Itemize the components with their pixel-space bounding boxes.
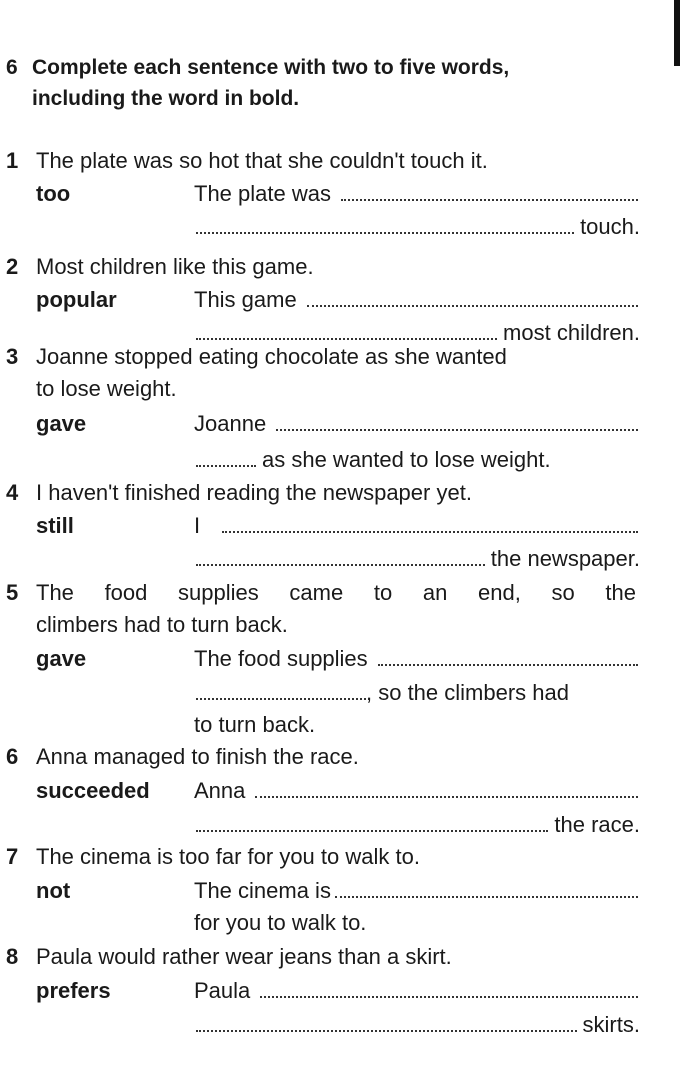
item-keyword: not: [36, 878, 71, 903]
item-number: 4: [6, 480, 19, 505]
rewrite-start: The plate was: [194, 181, 331, 206]
rewrite-start: Anna: [194, 778, 246, 803]
item-sentence: Most children like this game.: [36, 254, 314, 279]
answer-blank[interactable]: [196, 828, 548, 832]
item-sentence: Paula would rather wear jeans than a skirt.: [36, 944, 452, 969]
item-number: 1: [6, 148, 19, 173]
instruction-line-2: including the word in bold.: [32, 87, 300, 110]
item-number: 8: [6, 944, 19, 969]
rewrite-end: for you to walk to.: [194, 910, 367, 935]
rewrite-start: I: [194, 513, 201, 538]
answer-blank[interactable]: [196, 1028, 577, 1032]
item-sentence-line-1: Joanne stopped eating chocolate as she wanted: [36, 344, 507, 369]
rewrite-start: Joanne: [194, 411, 267, 436]
rewrite-start: The cinema is: [194, 878, 331, 903]
answer-blank[interactable]: [341, 197, 638, 201]
instruction-line-1: Complete each sentence with two to five words,: [32, 56, 510, 79]
item-sentence: The plate was so hot that she couldn't touch it.: [36, 148, 488, 173]
item-number: 3: [6, 344, 19, 369]
answer-blank[interactable]: [196, 463, 256, 467]
rewrite-end: , so the climbers had: [366, 680, 569, 705]
answer-blank[interactable]: [307, 303, 638, 307]
item-keyword: succeeded: [36, 778, 150, 803]
item-number: 6: [6, 744, 19, 769]
item-number: 7: [6, 844, 19, 869]
rewrite-line-3: to turn back.: [194, 712, 316, 737]
exercise-number: 6: [6, 56, 18, 79]
item-sentence-line-1: The food supplies came to an end, so the: [36, 580, 636, 605]
rewrite-end: skirts.: [582, 1012, 640, 1037]
item-sentence: Anna managed to finish the race.: [36, 744, 359, 769]
rewrite-end: touch.: [580, 214, 640, 239]
rewrite-end: the newspaper.: [490, 546, 640, 571]
answer-blank[interactable]: [222, 529, 638, 533]
answer-blank[interactable]: [196, 562, 485, 566]
rewrite-start: This game: [194, 287, 297, 312]
page-edge-bar: [674, 0, 680, 66]
rewrite-start: The food supplies: [194, 646, 368, 671]
item-keyword: still: [36, 513, 74, 538]
rewrite-end: as she wanted to lose weight.: [262, 447, 551, 472]
rewrite-end: most children.: [503, 320, 640, 345]
answer-blank[interactable]: [276, 427, 638, 431]
rewrite-start: Paula: [194, 978, 251, 1003]
item-keyword: too: [36, 181, 71, 206]
answer-blank[interactable]: [260, 994, 638, 998]
exercise-heading: [6, 52, 646, 114]
item-keyword: popular: [36, 287, 117, 312]
answer-blank[interactable]: [255, 794, 638, 798]
item-sentence: I haven't finished reading the newspaper yet.: [36, 480, 472, 505]
item-keyword: prefers: [36, 978, 111, 1003]
item-number: 5: [6, 580, 19, 605]
item-keyword: gave: [36, 646, 87, 671]
answer-blank[interactable]: [196, 336, 497, 340]
answer-blank[interactable]: [335, 894, 638, 898]
answer-blank[interactable]: [378, 662, 638, 666]
answer-blank[interactable]: [196, 696, 366, 700]
item-number: 2: [6, 254, 19, 279]
rewrite-end: the race.: [554, 812, 640, 837]
item-sentence-line-2: to lose weight.: [36, 376, 177, 401]
item-sentence: The cinema is too far for you to walk to.: [36, 844, 420, 869]
item-sentence-line-2: climbers had to turn back.: [36, 612, 288, 637]
item-keyword: gave: [36, 411, 87, 436]
answer-blank[interactable]: [196, 230, 574, 234]
